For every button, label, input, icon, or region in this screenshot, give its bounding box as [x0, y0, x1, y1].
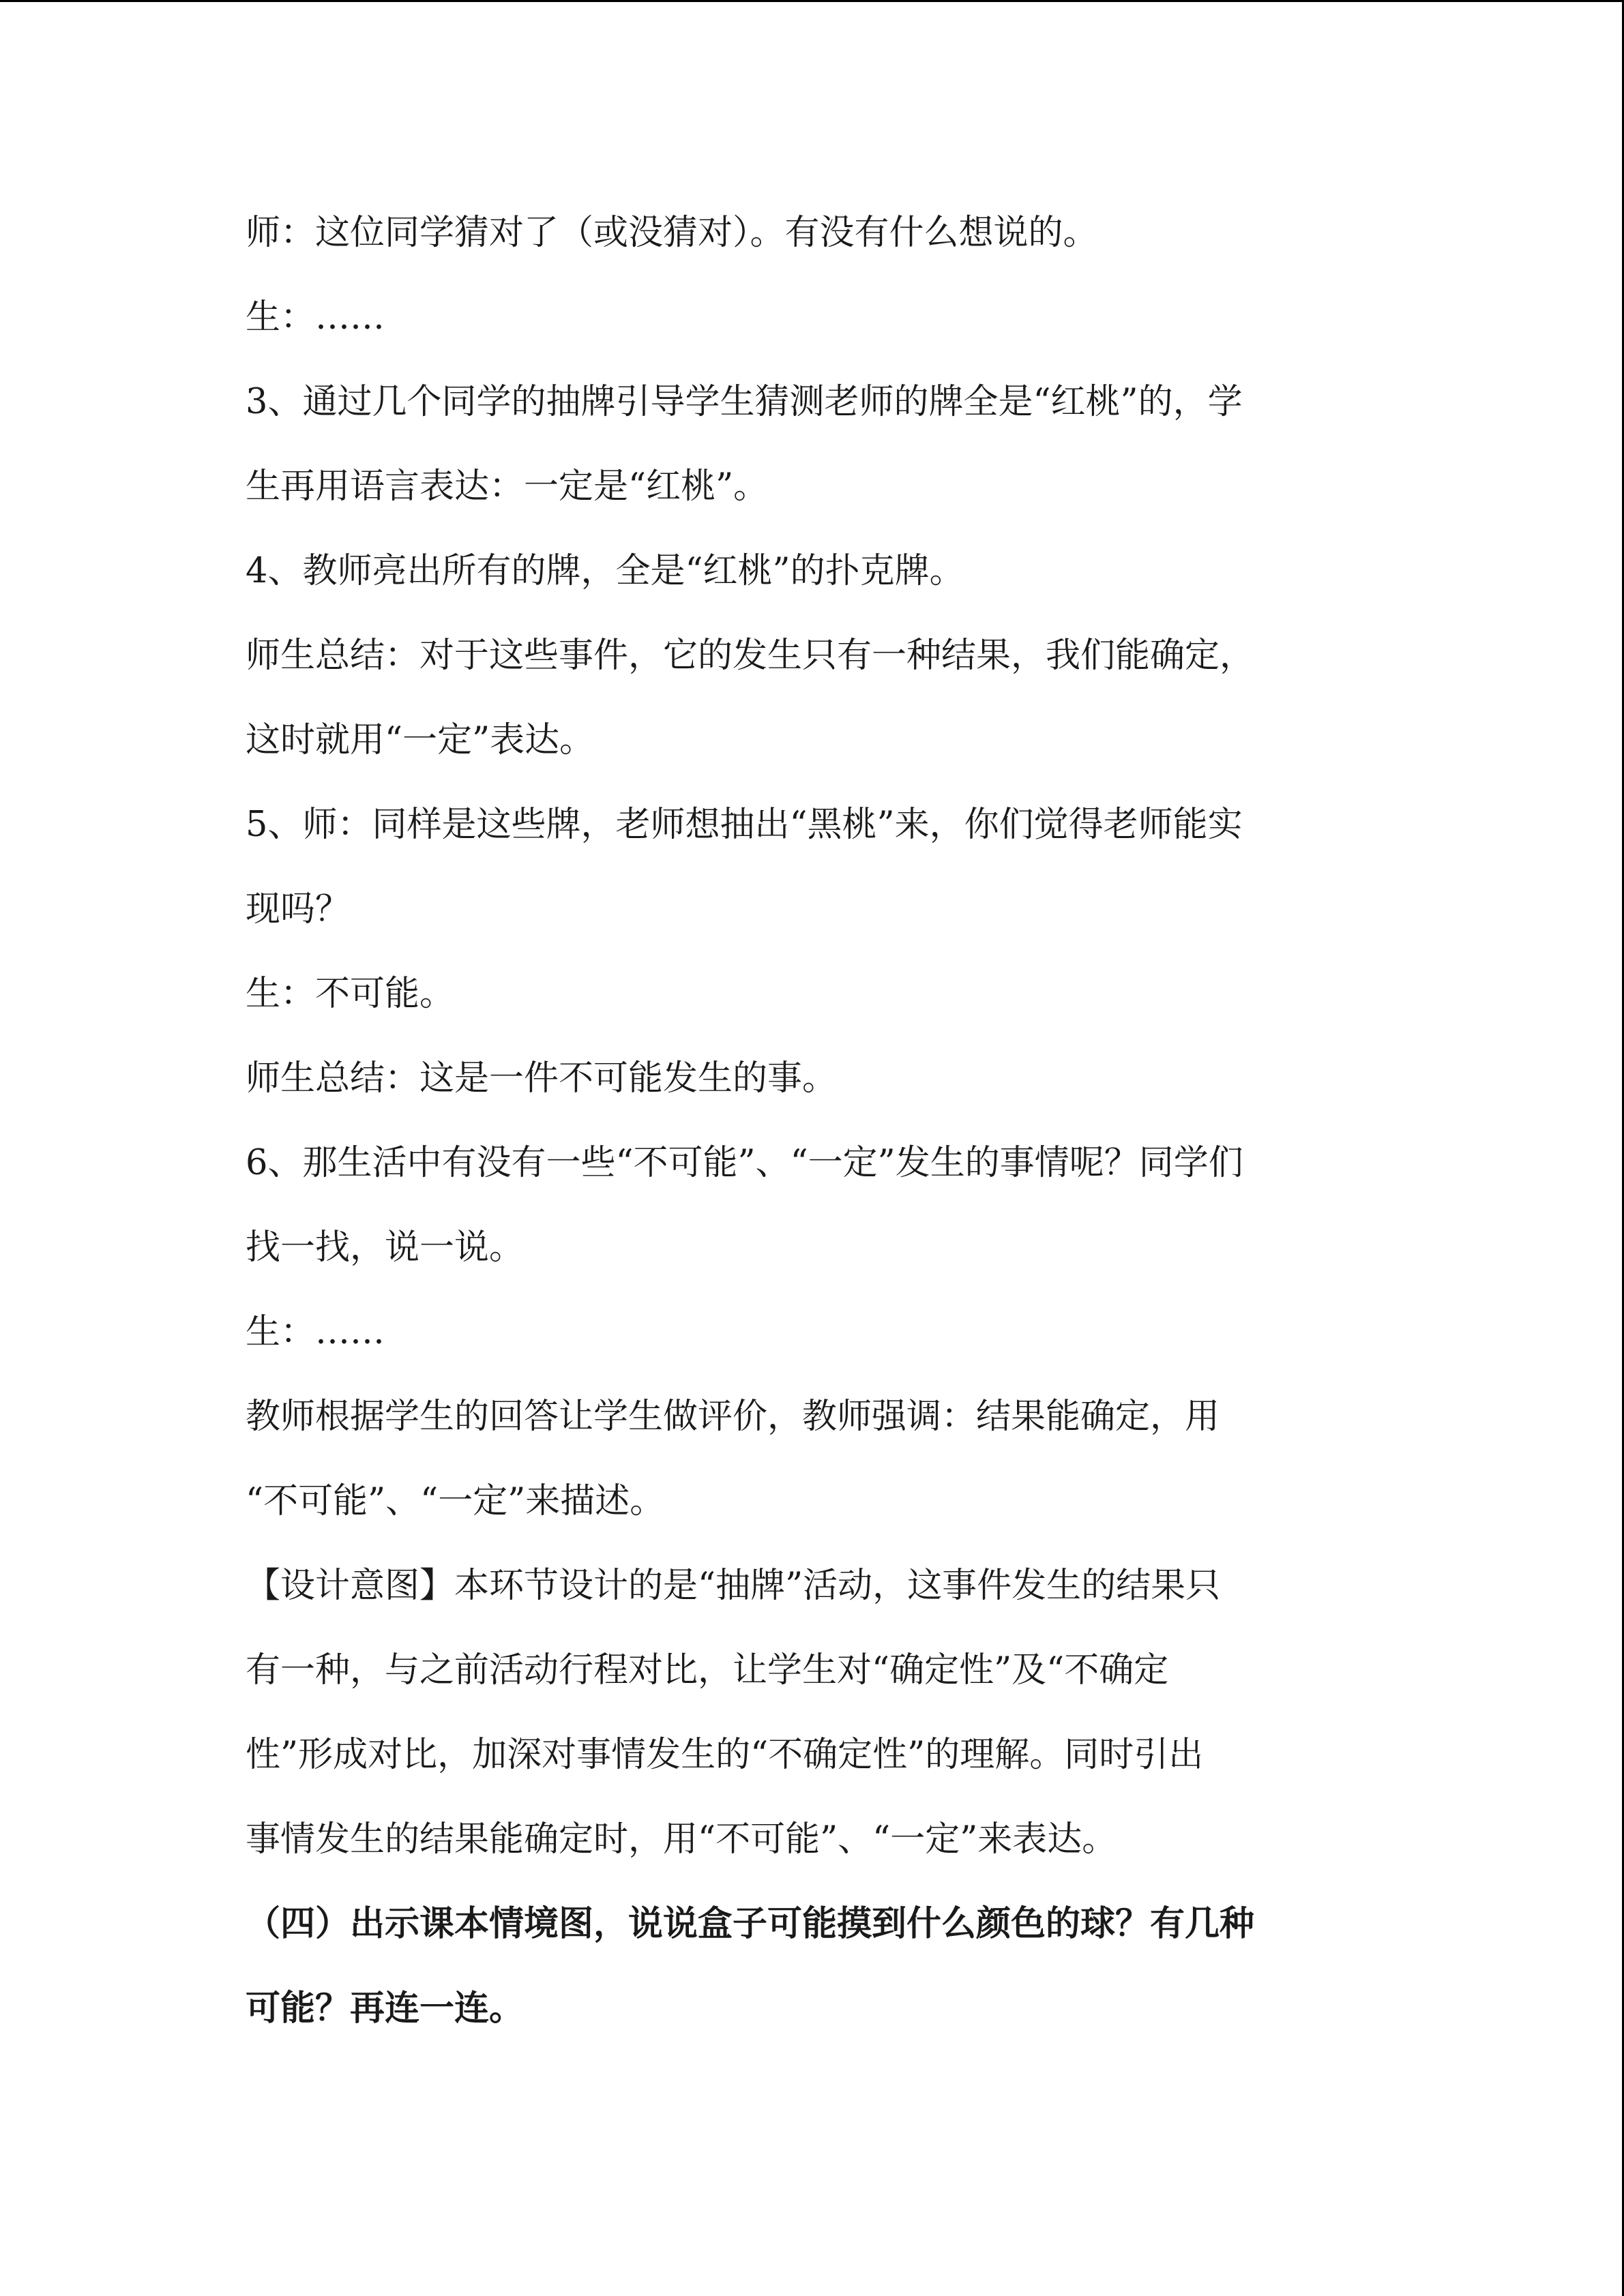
paragraph-line: 生：…… — [246, 297, 385, 338]
paragraph-line: 3、通过几个同学的抽牌引导学生猜测老师的牌全是“红桃”的，学 — [246, 382, 1243, 422]
section-heading-line: 可能？再连一连。 — [246, 1988, 525, 2029]
design-intent-line: 性”形成对比，加深对事情发生的“不确定性”的理解。同时引出 — [246, 1735, 1204, 1775]
design-intent-line: 有一种，与之前活动行程对比，让学生对“确定性”及“不确定 — [246, 1650, 1169, 1690]
page-border-top — [0, 0, 1624, 2]
paragraph-line: 生：…… — [246, 1312, 385, 1352]
section-heading-line: （四）出示课本情境图，说说盒子可能摸到什么颜色的球？有几种 — [246, 1904, 1255, 1944]
paragraph-line: 5、师：同样是这些牌，老师想抽出“黑桃”来，你们觉得老师能实 — [246, 805, 1243, 845]
paragraph-line: 生再用语言表达：一定是“红桃”。 — [246, 466, 769, 507]
paragraph-line: 生：不可能。 — [246, 974, 455, 1014]
paragraph-line: 师生总结：这是一件不可能发生的事。 — [246, 1058, 838, 1099]
paragraph-line: 教师根据学生的回答让学生做评价，教师强调：结果能确定，用 — [246, 1397, 1220, 1437]
paragraph-line: 现吗？ — [246, 889, 351, 929]
paragraph-line: 找一找，说一说。 — [246, 1227, 525, 1268]
paragraph-line: 这时就用“一定”表达。 — [246, 720, 595, 760]
paragraph-line: 6、那生活中有没有一些“不可能”、“一定”发生的事情呢？同学们 — [246, 1143, 1243, 1183]
paragraph-line: 师生总结：对于这些事件，它的发生只有一种结果，我们能确定， — [246, 636, 1255, 676]
paragraph-line: “不可能”、“一定”来描述。 — [246, 1481, 665, 1521]
design-intent-line: 【设计意图】本环节设计的是“抽牌”活动，这事件发生的结果只 — [246, 1566, 1221, 1606]
paragraph-line: 师：这位同学猜对了（或没猜对）。有没有什么想说的。 — [246, 213, 1098, 253]
paragraph-line: 4、教师亮出所有的牌，全是“红桃”的扑克牌。 — [246, 551, 964, 591]
design-intent-line: 事情发生的结果能确定时，用“不可能”、“一定”来表达。 — [246, 1819, 1117, 1860]
document-body — [246, 191, 1378, 2051]
